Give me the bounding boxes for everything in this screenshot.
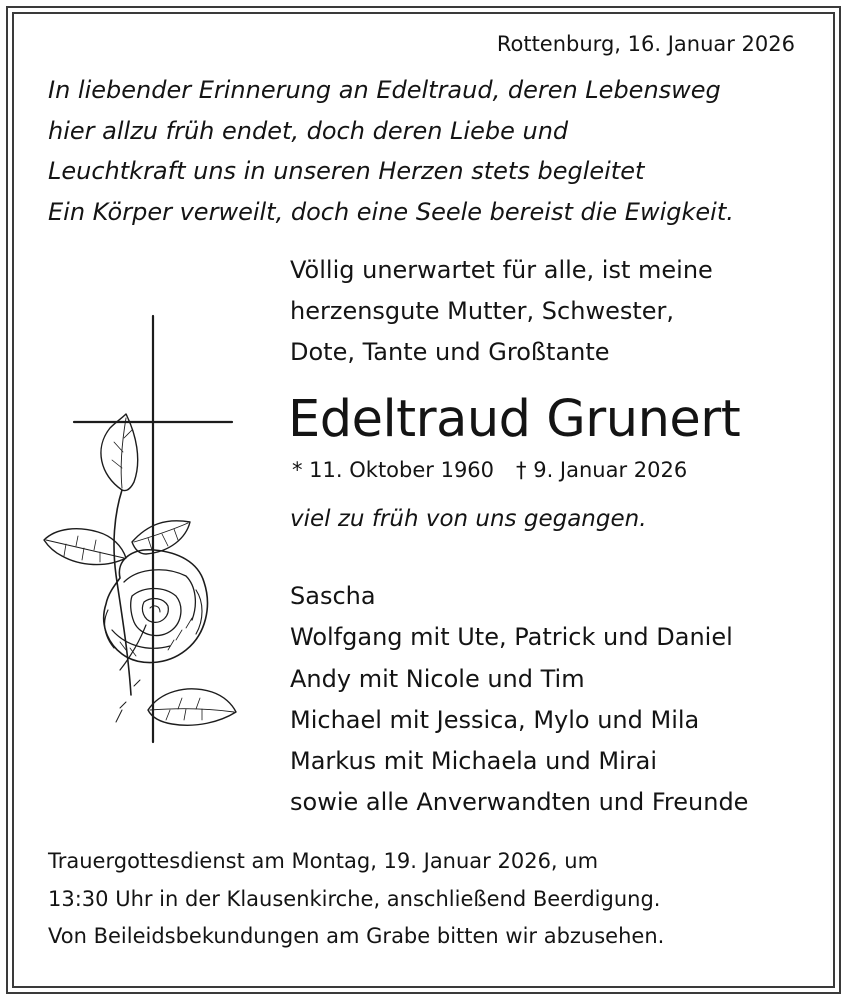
quote-line: Ein Körper verweilt, doch eine Seele bereist die Ewigkeit.	[48, 197, 734, 226]
memorial-quote	[48, 70, 808, 232]
quote-line: In liebender Erinnerung an Edeltraud, deren Lebensweg	[48, 76, 721, 104]
mourner-line: Wolfgang mit Ute, Patrick und Daniel	[290, 623, 733, 652]
subtitle-line: viel zu früh von uns gegangen.	[290, 506, 647, 532]
life-dates	[292, 458, 687, 482]
intro-line: Völlig unerwartet für alle, ist meine	[290, 256, 713, 284]
place-date: Rottenburg, 16. Januar 2026	[496, 32, 795, 56]
intro-text	[290, 250, 713, 373]
deceased-name: Edeltraud Grunert	[288, 390, 741, 449]
service-line: Trauergottesdienst am Montag, 19. Januar 2026, um	[48, 849, 599, 873]
death-date: † 9. Januar 2026	[516, 458, 688, 482]
mourner-line: Markus mit Michaela und Mirai	[290, 747, 658, 776]
rose-leaf	[148, 689, 236, 725]
mourners-list	[290, 576, 748, 824]
mourner-line: Andy mit Nicole und Tim	[290, 664, 585, 693]
mourner-line: sowie alle Anverwandten und Freunde	[290, 788, 749, 817]
service-line: 13:30 Uhr in der Klausenkirche, anschließend Beerdigung.	[48, 886, 661, 911]
service-info	[48, 843, 664, 956]
intro-line: herzensgute Mutter, Schwester,	[290, 297, 675, 325]
quote-line: hier allzu früh endet, doch deren Liebe und	[48, 116, 569, 145]
cross-with-rose-icon	[36, 310, 256, 750]
quote-line: Leuchtkraft uns in unseren Herzen stets begleitet	[48, 157, 645, 185]
intro-line: Dote, Tante und Großtante	[290, 338, 610, 366]
birth-date: * 11. Oktober 1960	[292, 458, 495, 482]
service-line: Von Beileidsbekundungen am Grabe bitten wir abzusehen.	[48, 924, 665, 948]
mourner-line: Sascha	[290, 582, 376, 610]
mourner-line: Michael mit Jessica, Mylo und Mila	[290, 705, 700, 734]
rose-stem	[114, 490, 131, 695]
rose-leaf	[101, 414, 138, 491]
